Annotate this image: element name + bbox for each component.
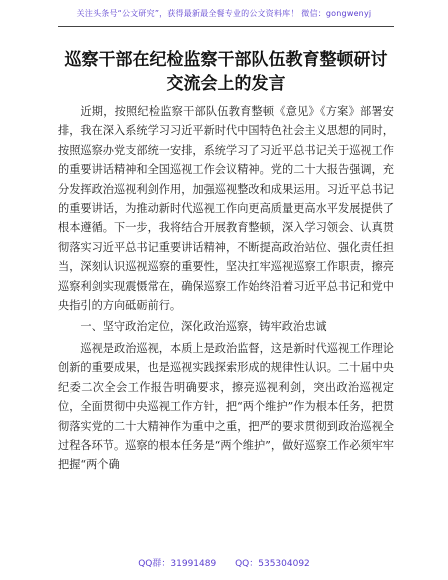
body-paragraph: 近期，按照纪检监察干部队伍教育整顿《意见》《方案》部署安排，我在深入系统学习习近平新时代中国特色社会主义思想的同时，按照巡察办党支部统一安排，系统学习了习近平总书记关于巡视工作的重要讲话精神和全国巡视工作会议精神。党的二十大报告强调，充分发挥政治巡视利剑作用，加强巡视整改和成果运用。习近平总书记的重要讲话，为推动新时代巡视工作向更高质量更高水平发展提供了根本遵循。下一步，我将结合开展教育整顿，深入学习领会、认真贯彻落实习近平总书记重要讲话精神，不断提高政治站位、强化责任担当，深刻认识巡视巡察的重要性，坚决扛牢巡视巡察工作职责，擦亮巡察利剑实现震慑常在，确保巡察工作始终沿着习近平总书记和党中央指引的方向砥砺前行。 [58, 105, 394, 313]
section-heading: 一、坚守政治定位，深化政治巡察，铸牢政治忠诚 [80, 320, 327, 334]
footer-qq: QQ：535304092 [235, 559, 310, 569]
document-body [58, 102, 394, 475]
document-title: 巡察干部在纪检监察干部队伍教育整顿研讨交流会上的发言 [64, 50, 388, 94]
body-paragraph: 巡视是政治巡视，本质上是政治监督，这是新时代巡视工作理论创新的重要成果，也是巡视实践探索形成的规律性认识。二十届中央纪委二次全会工作报告明确要求，擦亮巡视利剑，突出政治巡视定位，全面贯彻中央巡视工作方针，把“两个维护”作为根本任务，把贯彻落实党的二十大精神作为重中之重，把严的要求贯彻到政治巡视全过程各环节。巡察的根本任务是“两个维护”，做好巡察工作必须牢牢把握“两个确 [58, 341, 394, 472]
header-banner: 关注头条号“公文研究”，获得最新最全餐专业的公文资料库！ 微信：gongwenyj [76, 9, 372, 18]
footer-qq-group: QQ群：31991489 [138, 559, 217, 569]
header-divider [58, 26, 394, 27]
footer-contact [0, 556, 448, 569]
